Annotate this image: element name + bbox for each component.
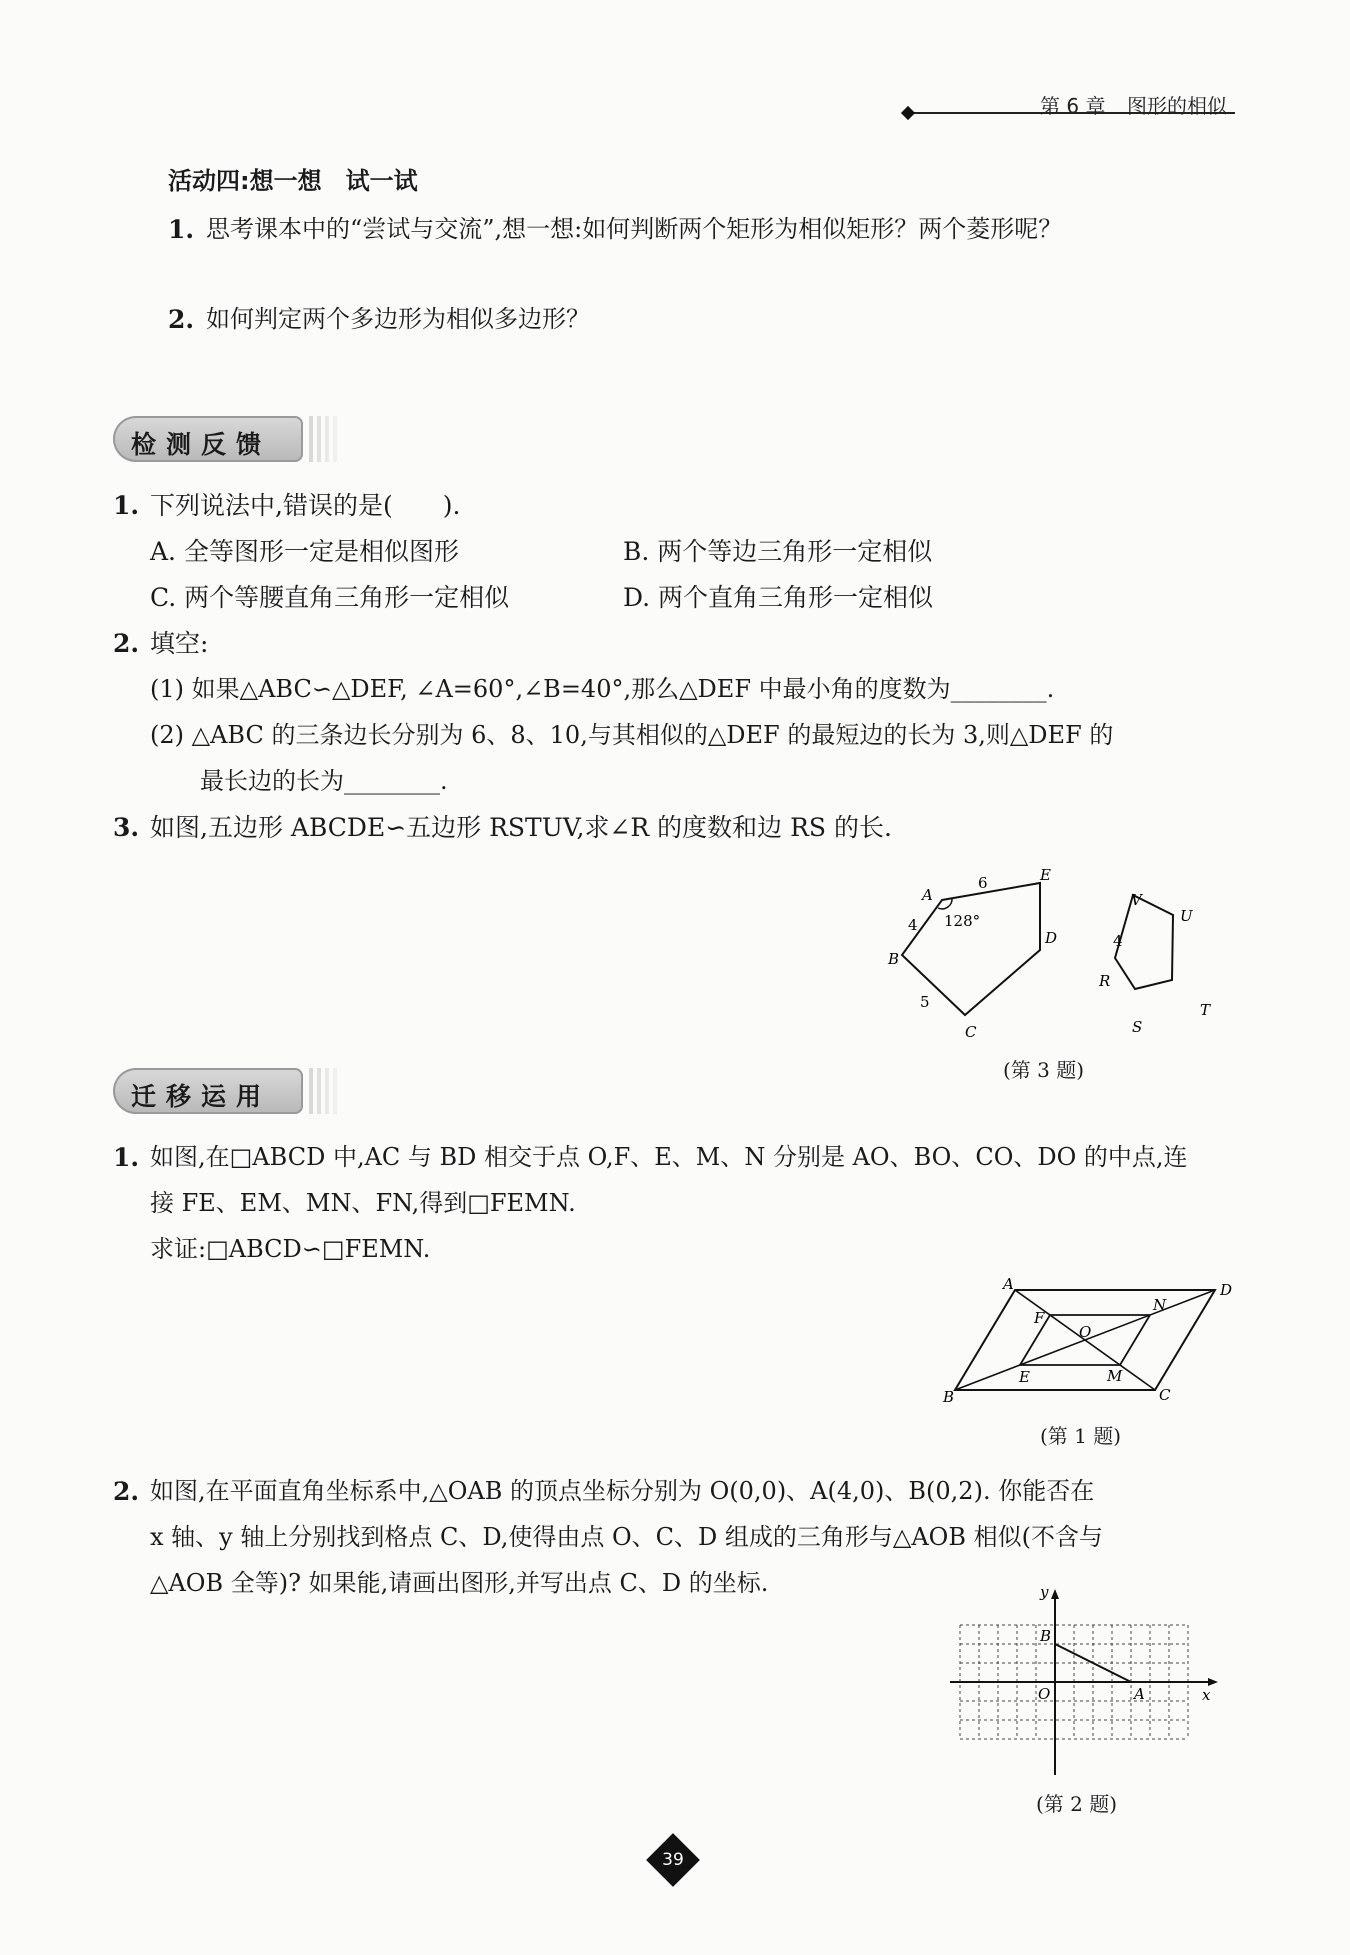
section-badge-check-feedback: [113, 416, 303, 462]
label-b: B: [943, 1388, 955, 1406]
s2-q1-number: 1.: [113, 1143, 140, 1172]
figure-caption-q2: (第 2 题): [1036, 1792, 1118, 1816]
s2-q2-line1: 如图,在平面直角坐标系中,△OAB 的顶点坐标分别为 O(0,0)、A(4,0)、B(0,2). 你能否在: [150, 1477, 1095, 1505]
activity-q1-number: 1.: [168, 215, 195, 244]
badge-stripe: [333, 416, 337, 462]
s1-q1-option-b: B. 两个等边三角形一定相似: [623, 537, 933, 566]
label-v: V: [1131, 891, 1142, 909]
s1-q2-sub2a: (2) △ABC 的三条边长分别为 6、8、10,与其相似的△DEF 的最短边的长为 3,则△DEF 的: [150, 721, 1114, 749]
page-number: 39: [662, 1850, 684, 1870]
s2-q1-line1: 如图,在□ABCD 中,AC 与 BD 相交于点 O,F、E、M、N 分别是 AO、BO、CO、DO 的中点,连: [150, 1143, 1188, 1171]
label-x: x: [1202, 1686, 1211, 1704]
s1-q2-number: 2.: [113, 629, 140, 658]
s2-q2-line3: △AOB 全等)? 如果能,请画出图形,并写出点 C、D 的坐标.: [150, 1569, 769, 1597]
pentagon-rstuv: [1115, 895, 1173, 989]
s1-q3-text: 如图,五边形 ABCDE∽五边形 RSTUV,求∠R 的度数和边 RS 的长.: [150, 813, 892, 842]
y-axis-arrow: [1051, 1589, 1059, 1599]
badge-stripe: [317, 416, 321, 462]
s2-q1-line2: 接 FE、EM、MN、FN,得到□FEMN.: [150, 1189, 576, 1217]
label-n: N: [1153, 1296, 1167, 1314]
s1-q1-text: 下列说法中,错误的是( ).: [150, 491, 461, 520]
label-d: D: [1220, 1281, 1233, 1299]
section-badge-transfer-apply: [113, 1068, 303, 1114]
label-a: A: [1003, 1275, 1014, 1293]
badge-stripe: [309, 416, 313, 462]
label-s: S: [1132, 1018, 1143, 1036]
section-title-transfer-apply: 迁移运用: [131, 1082, 272, 1111]
label-t: T: [1200, 1001, 1211, 1019]
label-b: B: [1040, 1627, 1052, 1645]
activity-q2-number: 2.: [168, 305, 195, 334]
s1-q2-sub1: (1) 如果△ABC∽△DEF, ∠A=60°,∠B=40°,那么△DEF 中最小角的度数为________.: [150, 675, 1055, 703]
section-title-check-feedback: 检测反馈: [131, 430, 272, 459]
label-e: E: [1040, 866, 1051, 884]
s2-q2-line2: x 轴、y 轴上分别找到格点 C、D,使得由点 O、C、D 组成的三角形与△AOB 相似(不含与: [150, 1523, 1103, 1551]
label-f: F: [1034, 1309, 1045, 1327]
figure-caption-q1: (第 1 题): [1040, 1424, 1122, 1448]
value-bc: 5: [920, 993, 930, 1011]
parallelogram-figure: [935, 1275, 1235, 1415]
label-m: M: [1107, 1367, 1123, 1385]
s1-q1-option-c: C. 两个等腰直角三角形一定相似: [150, 583, 510, 612]
badge-stripe: [333, 1068, 337, 1114]
badge-stripe: [317, 1068, 321, 1114]
s1-q1-number: 1.: [113, 491, 140, 520]
header-title: 图形的相似: [1127, 94, 1227, 118]
value-angle-a: 128°: [944, 912, 981, 930]
label-r: R: [1099, 972, 1111, 990]
value-ab: 4: [908, 916, 918, 934]
badge-stripe: [309, 1068, 313, 1114]
value-ae: 6: [978, 874, 988, 892]
label-o: O: [1038, 1685, 1051, 1703]
s1-q1-option-d: D. 两个直角三角形一定相似: [623, 583, 934, 612]
value-rv: 4: [1113, 932, 1123, 950]
badge-stripe: [325, 1068, 329, 1114]
label-o: O: [1079, 1323, 1092, 1341]
label-c: C: [1159, 1386, 1171, 1404]
s2-q1-line3: 求证:□ABCD∽□FEMN.: [150, 1235, 431, 1263]
label-c: C: [965, 1023, 977, 1041]
s1-q2-sub2b: 最长边的长为________.: [200, 767, 448, 795]
s2-q2-number: 2.: [113, 1477, 140, 1506]
label-a: A: [1134, 1685, 1145, 1703]
s1-q2-text: 填空:: [150, 629, 209, 658]
label-y: y: [1040, 1583, 1049, 1601]
activity-q2-text: 如何判定两个多边形为相似多边形？: [206, 305, 590, 333]
pentagon-figure: [880, 860, 1240, 1060]
label-a: A: [922, 886, 933, 904]
label-e: E: [1019, 1368, 1030, 1386]
label-d: D: [1045, 929, 1058, 947]
s1-q3-number: 3.: [113, 813, 140, 842]
header-diamond: [901, 106, 915, 120]
label-b: B: [888, 950, 900, 968]
label-u: U: [1180, 907, 1193, 925]
activity-title: 活动四:想一想 试一试: [168, 167, 418, 195]
activity-q1-text: 思考课本中的“尝试与交流”,想一想:如何判断两个矩形为相似矩形？两个菱形呢？: [206, 215, 1063, 243]
header-chapter: 第 6 章: [1040, 94, 1106, 118]
x-axis-arrow: [1208, 1678, 1218, 1686]
badge-stripe: [325, 416, 329, 462]
s1-q1-option-a: A. 全等图形一定是相似图形: [150, 537, 459, 566]
coordinate-grid-figure: [950, 1575, 1230, 1780]
figure-caption-q3: (第 3 题): [1003, 1058, 1085, 1082]
